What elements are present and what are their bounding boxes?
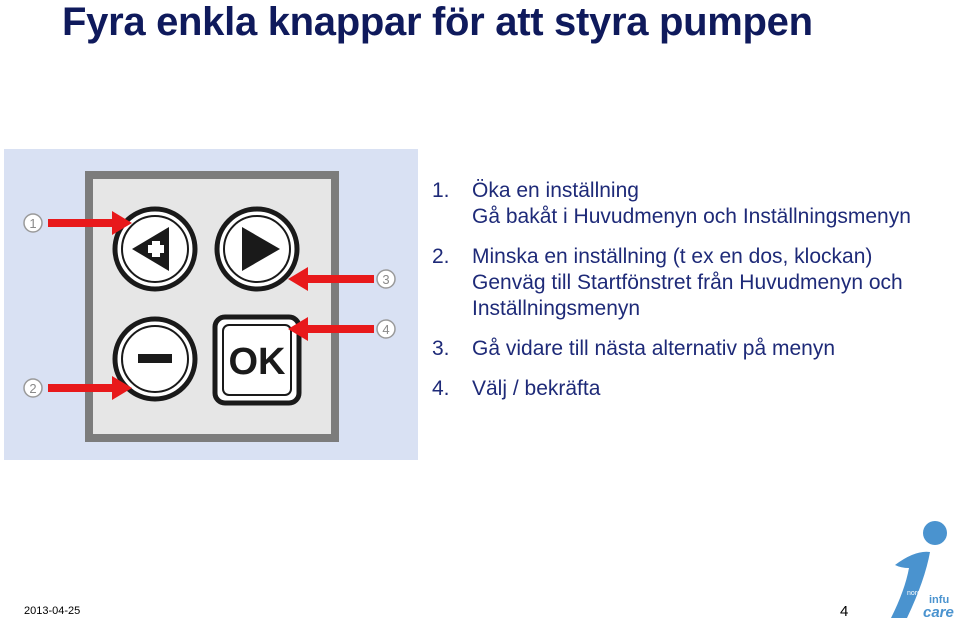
svg-text:3: 3 xyxy=(382,272,390,287)
footer-date: 2013-04-25 xyxy=(24,605,81,617)
svg-text:4: 4 xyxy=(382,322,390,337)
ok-button[interactable] xyxy=(215,317,299,403)
page-number: 4 xyxy=(840,603,849,620)
minus-icon xyxy=(138,354,172,363)
pump-button-panel xyxy=(4,149,418,460)
svg-text:infu: infu xyxy=(929,594,950,606)
svg-text:2: 2 xyxy=(29,381,37,396)
svg-text:nordic: nordic xyxy=(907,590,927,597)
ok-label: OK xyxy=(228,341,286,383)
svg-text:1: 1 xyxy=(29,216,37,231)
list-item: 2. Minska en inställning (t ex en dos, klockan) Genväg till Startfönstret från Huvudmenyn och Inställningsmenyn xyxy=(432,245,903,320)
callout-2 xyxy=(24,379,42,397)
pump-panel-illustration xyxy=(4,149,418,460)
list-item: 4. Välj / bekräfta xyxy=(432,377,601,400)
instruction-list xyxy=(432,178,911,402)
page-title: Fyra enkla knappar för att styra pumpen xyxy=(62,0,813,44)
svg-text:care: care xyxy=(923,604,954,620)
infucare-logo xyxy=(885,520,959,620)
logo-dot-icon xyxy=(923,521,947,545)
next-button[interactable] xyxy=(217,209,297,289)
callout-4 xyxy=(377,320,395,338)
callout-3 xyxy=(377,270,395,288)
list-item: 3. Gå vidare till nästa alternativ på menyn xyxy=(432,337,836,360)
list-item: 1. Öka en inställning Gå bakåt i Huvudmenyn och Inställningsmenyn xyxy=(432,179,911,228)
callout-1 xyxy=(24,214,42,232)
